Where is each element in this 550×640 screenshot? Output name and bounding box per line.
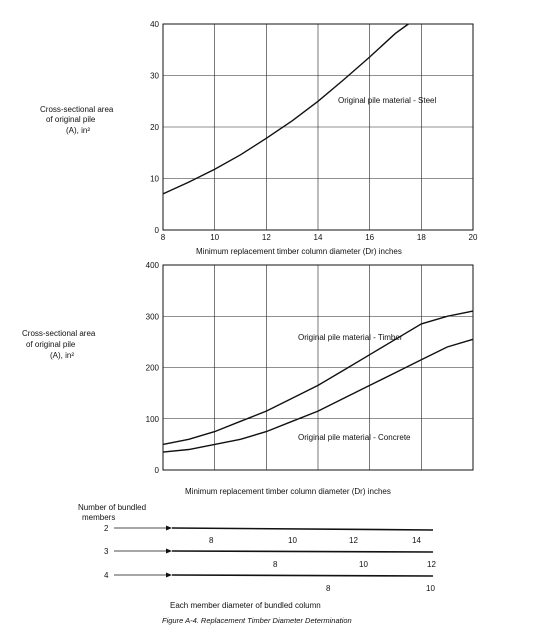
bundled-title-line2: members	[82, 513, 116, 522]
bottom-y-tick: 400	[145, 261, 159, 270]
top-y-tick: 0	[154, 226, 159, 235]
bundled-row-2-tick: 12	[349, 536, 358, 545]
top-y-tick: 10	[150, 174, 159, 184]
top-x-tick: 10	[210, 233, 220, 242]
bundled-row-4-tick: 8	[326, 584, 331, 593]
bundled-row-3-count: 3	[104, 547, 109, 556]
bottom-y-tick: 100	[145, 414, 159, 424]
top-chart-grid	[163, 24, 473, 230]
steel-curve	[163, 24, 408, 194]
bundled-row-2-arrowhead	[166, 526, 172, 531]
bundled-row-3-scale	[172, 551, 433, 552]
top-y-ticks	[150, 20, 159, 235]
top-y-label-line1: Cross-sectional area	[40, 105, 114, 114]
top-y-tick: 20	[150, 123, 159, 132]
top-x-tick: 14	[313, 233, 323, 242]
bundled-row-4-arrowhead	[166, 573, 172, 578]
bundled-title-line1: Number of bundled	[78, 503, 147, 512]
bottom-y-label-line2: of original pile	[26, 340, 76, 349]
top-x-label: Minimum replacement timber column diameter (Dr) inches	[196, 247, 402, 256]
bundled-row-4-scale	[172, 575, 433, 576]
bottom-y-label-line3: (A), in²	[50, 351, 74, 360]
bottom-x-label: Minimum replacement timber column diameter (Dr) inches	[185, 487, 391, 496]
top-y-label-line3: (A), in²	[66, 126, 90, 135]
bundled-row-3-tick: 10	[359, 560, 368, 569]
bundled-row-2-count: 2	[104, 524, 109, 533]
concrete-curve-label: Original pile material - Concrete	[298, 433, 411, 442]
figure-caption: Figure A-4. Replacement Timber Diameter Determination	[162, 616, 352, 625]
top-x-tick: 8	[160, 233, 166, 242]
bottom-y-ticks	[146, 261, 160, 475]
top-y-label-line2: of original pile	[46, 115, 96, 124]
top-x-tick: 20	[468, 233, 478, 242]
bundled-members-scale	[78, 503, 436, 610]
bottom-y-label-line1: Cross-sectional area	[22, 329, 96, 338]
bundled-row-2-scale	[172, 528, 433, 530]
bundled-row-2-tick: 10	[288, 536, 297, 545]
top-x-tick: 16	[365, 233, 375, 242]
bundled-row-2-tick: 14	[412, 536, 421, 545]
top-chart	[40, 20, 478, 256]
bottom-chart	[22, 261, 473, 496]
bundled-row-4-count: 4	[104, 571, 109, 580]
top-x-ticks	[161, 233, 478, 242]
top-y-tick: 30	[150, 71, 159, 81]
bottom-y-tick: 300	[145, 312, 159, 322]
top-y-tick: 40	[150, 20, 159, 29]
bundled-row-4-tick: 10	[426, 584, 435, 593]
top-x-tick: 12	[261, 233, 271, 242]
bundled-row-3-tick: 8	[273, 560, 278, 569]
bottom-y-tick: 0	[154, 466, 159, 475]
timber-curve-label: Original pile material - Timber	[298, 333, 403, 342]
top-x-tick: 18	[416, 233, 426, 242]
bottom-y-tick: 200	[145, 363, 159, 373]
bundled-row-2-tick: 8	[209, 536, 214, 545]
steel-curve-label: Original pile material - Steel	[338, 96, 437, 105]
bundled-row-3-arrowhead	[166, 549, 172, 554]
bundled-row-3-tick: 12	[427, 560, 436, 569]
bundled-footer: Each member diameter of bundled column	[170, 601, 321, 610]
